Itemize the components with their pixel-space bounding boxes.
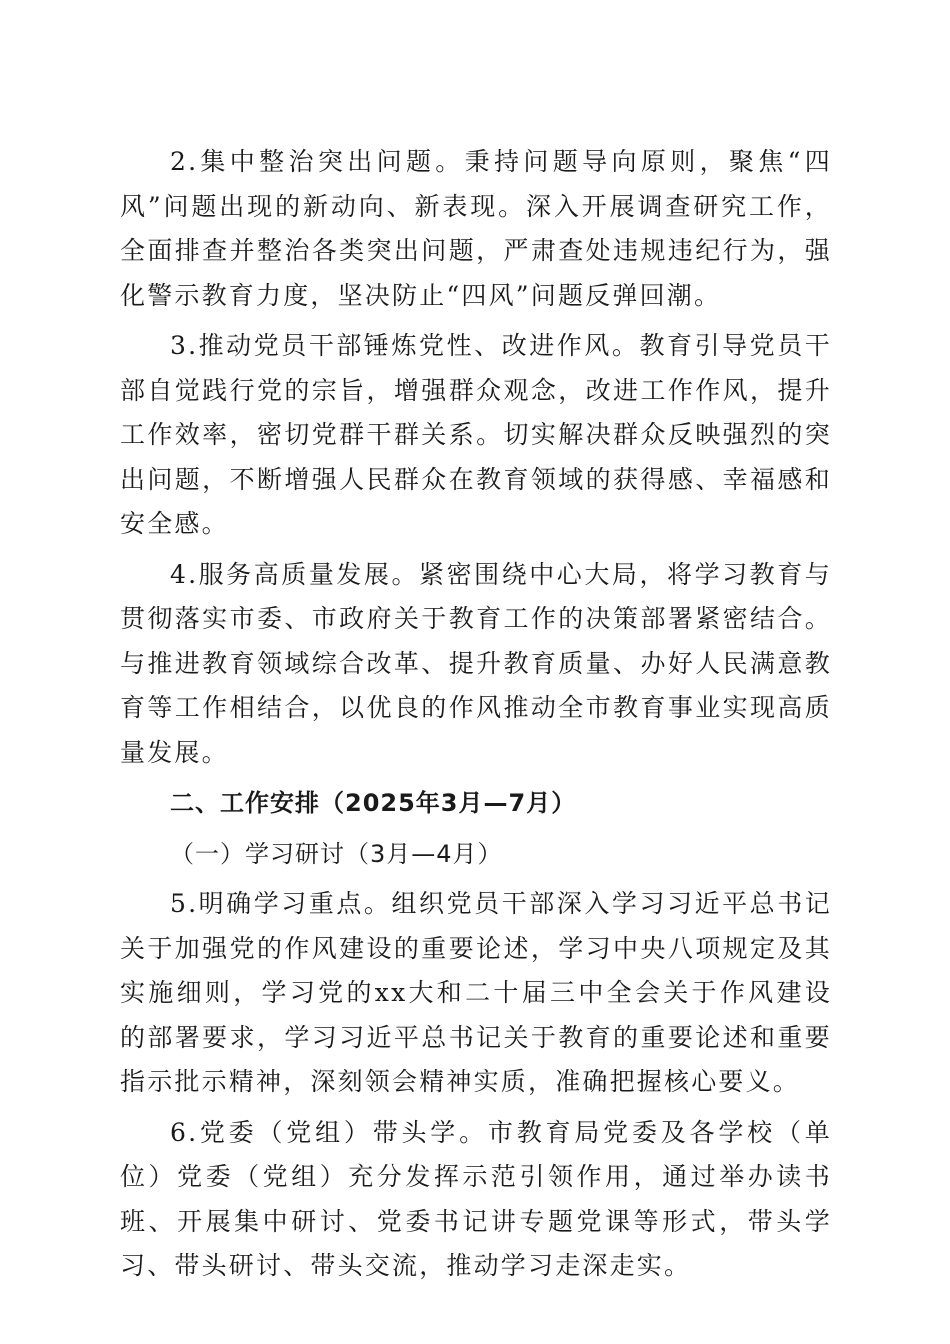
paragraph-item-3: 3.推动党员干部锤炼党性、改进作风。教育引导党员干部自觉践行党的宗旨，增强群众观念，改进工作作风，提升工作效率，密切党群干群关系。切实解决群众反映强烈的突出问题，不断增强人民群众在教育领域的获得感、幸福感和安全感。 (120, 331, 832, 538)
paragraph-item-2: 2.集中整治突出问题。秉持问题导向原则，聚焦“四风”问题出现的新动向、新表现。深入开展调查研究工作，全面排查并整治各类突出问题，严肃查处违规违纪行为，强化警示教育力度，坚决防止“四风”问题反弹回潮。 (120, 147, 832, 310)
subsection-heading-study: （一）学习研讨（3月—4月） (170, 839, 503, 868)
paragraph-item-4: 4.服务高质量发展。紧密围绕中心大局，将学习教育与贯彻落实市委、市政府关于教育工作的决策部署紧密结合。与推进教育领域综合改革、提升教育质量、办好人民满意教育等工作相结合，以优良的作风推动全市教育事业实现高质量发展。 (120, 559, 832, 767)
paragraph-item-6: 6.党委（党组）带头学。市教育局党委及各学校（单位）党委（党组）充分发挥示范引领作用，通过举办读书班、开展集中研讨、党委书记讲专题党课等形式，带头学习、带头研讨、带头交流，推动学习走深走实。 (120, 1117, 832, 1280)
paragraph-item-5: 5.明确学习重点。组织党员干部深入学习习近平总书记关于加强党的作风建设的重要论述，学习中央八项规定及其实施细则，学习党的xx大和二十届三中全会关于作风建设的部署要求，学习习近平总书记关于教育的重要论述和重要指示批示精神，深刻领会精神实质，准确把握核心要义。 (120, 889, 832, 1096)
section-heading-work-arrangement: 二、工作安排（2025年3月—7月） (170, 789, 577, 817)
document-body (120, 140, 832, 1289)
